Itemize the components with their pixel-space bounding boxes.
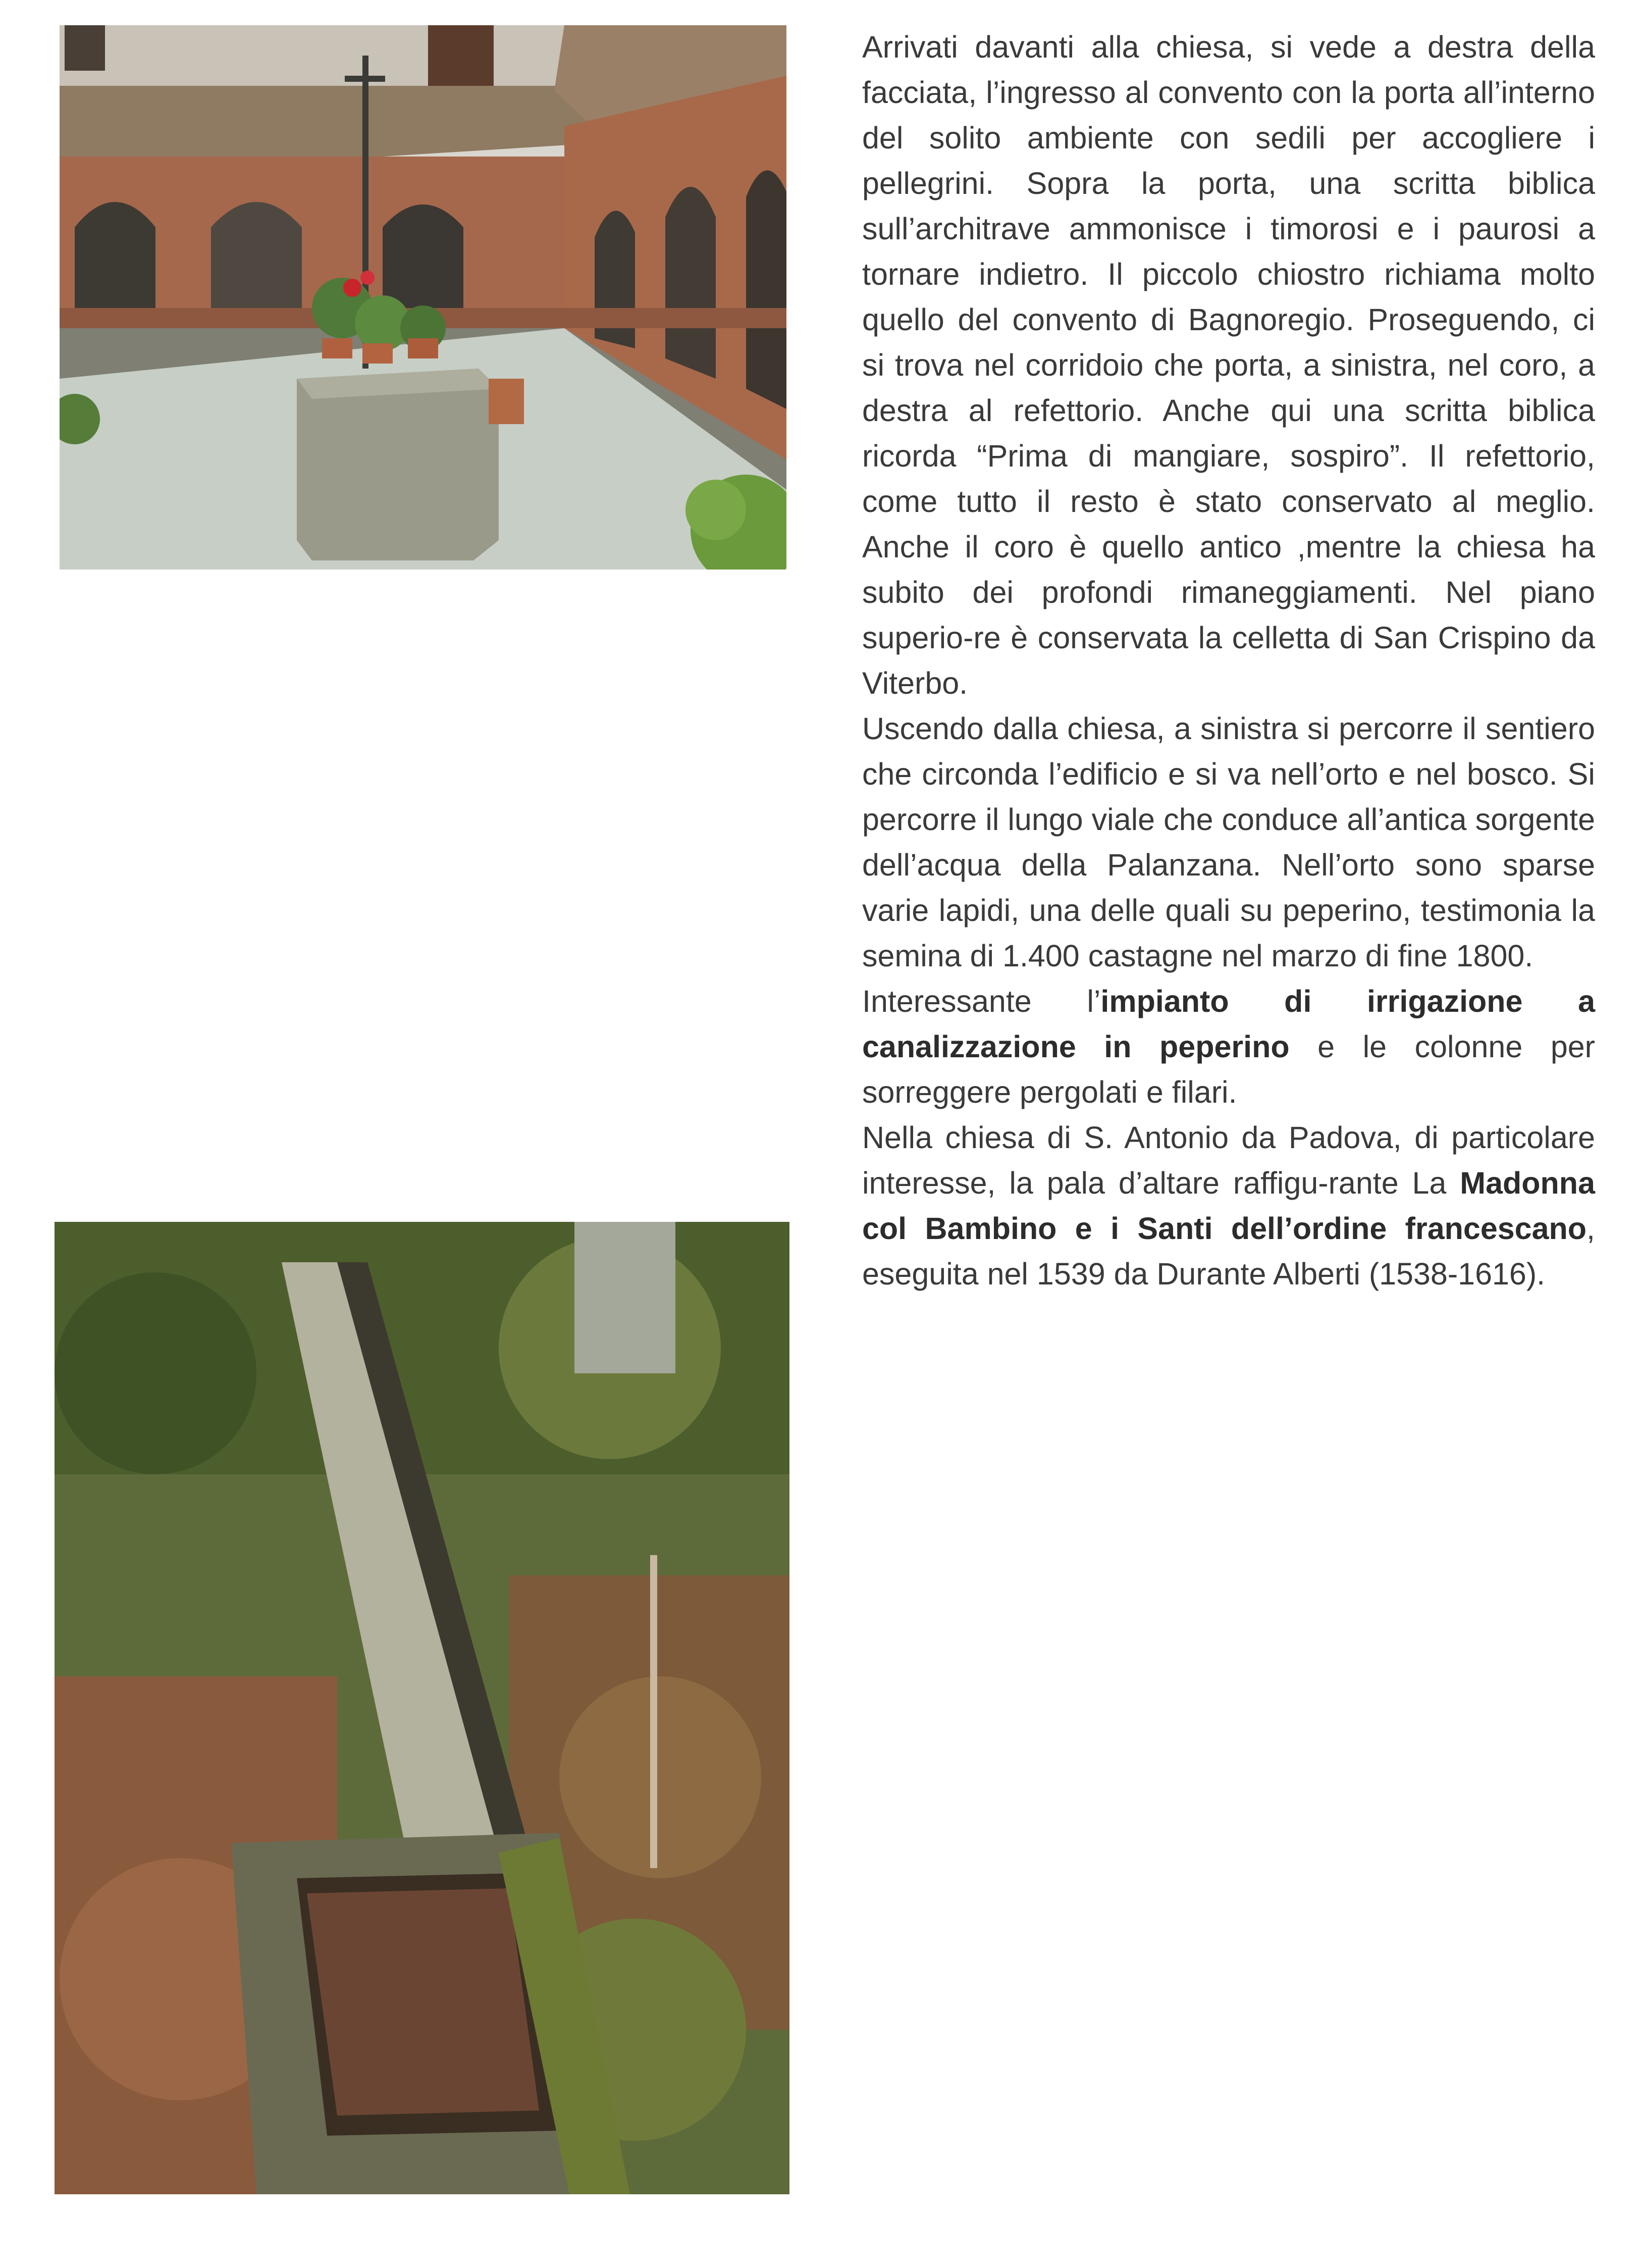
paragraph-3-tail: e le colonne per sorreggere pergolati e filari. xyxy=(862,1029,1595,1109)
article-paragraph-4 xyxy=(862,1115,1595,1297)
article-paragraph-2: Uscendo dalla chiesa, a sinistra si percorre il sentiero che circonda l’edificio e si va nell’orto e nel bosco. Si percorre il lungo viale che conduce all’antica sorgente dell’acqua della Palanzana. Nell’orto sono sparse varie lapidi, una delle quali su peperino, testimonia la semina di 1.400 castagne nel marzo di fine 1800. xyxy=(862,711,1595,973)
article-paragraph-1: Arrivati davanti alla chiesa, si vede a destra della facciata, l’ingresso al convento con la porta all’interno del solito ambiente con sedili per accogliere i pellegrini. Sopra la porta, una scritta biblica sull’architrave ammonisce i timorosi e i paurosi a tornare indietro. Il piccolo chiostro richiama molto quello del convento di Bagnoregio. Proseguendo, ci si trova nel corridoio che porta, a sinistra, nel coro, a destra al refettorio. Anche qui una scritta biblica ricorda “Prima di mangiare, sospiro”. Il refettorio, come tutto il resto è stato conservato al meglio. Anche il coro è quello antico ,mentre la chiesa ha subito dei profondi rimaneggiamenti. Nel piano superio-re è conservata la celletta di San Crispino da Viterbo. xyxy=(862,30,1595,700)
paragraph-4-lead: Nella chiesa di S. Antonio da Padova, di particolare interesse, la pala d’altare raffigu-rante La xyxy=(862,1120,1595,1200)
altarpiece-highlight: Madonna col Bambino e i Santi dell’ordine francescano xyxy=(862,1166,1595,1246)
article-text xyxy=(862,24,1595,1297)
irrigation-channel-photo xyxy=(55,1222,789,2194)
cloister-photo xyxy=(60,25,786,570)
article-paragraph-3 xyxy=(862,978,1595,1115)
paragraph-4-tail: , eseguita nel 1539 da Durante Alberti (1538-1616). xyxy=(862,1211,1595,1291)
irrigation-highlight: impianto di irrigazione a canalizzazione in peperino xyxy=(862,984,1595,1064)
paragraph-3-lead: Interessante l’ xyxy=(862,984,1101,1018)
